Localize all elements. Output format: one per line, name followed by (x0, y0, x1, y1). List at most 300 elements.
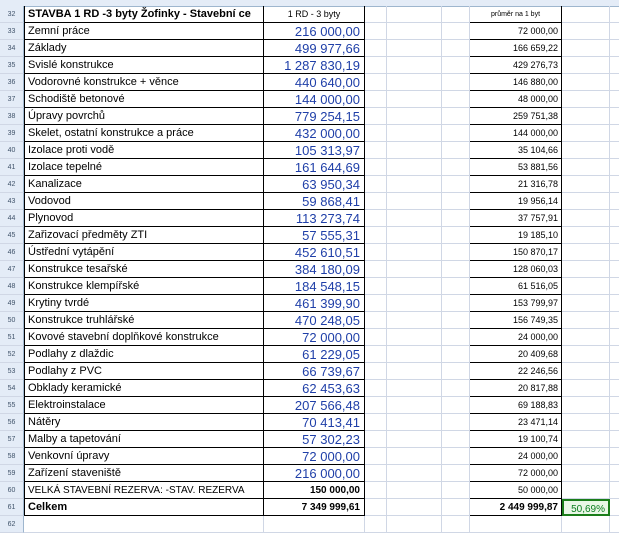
item-name[interactable]: Skelet, ostatní konstrukce a práce (24, 125, 264, 142)
table-row[interactable] (0, 295, 619, 312)
empty-cell[interactable] (24, 516, 264, 533)
item-value[interactable]: 461 399,90 (264, 295, 365, 312)
empty-cell[interactable] (562, 23, 610, 40)
table-row[interactable] (0, 40, 619, 57)
empty-cell[interactable] (442, 57, 470, 74)
table-row[interactable] (0, 142, 619, 159)
table-row[interactable] (0, 414, 619, 431)
empty-cell[interactable] (610, 516, 619, 533)
table-row[interactable] (0, 210, 619, 227)
empty-cell[interactable] (610, 414, 619, 431)
row-number[interactable]: 39 (0, 125, 24, 142)
item-name[interactable]: Elektroinstalace (24, 397, 264, 414)
column-f-header[interactable]: průměr na 1 byt (470, 6, 562, 23)
row-number[interactable]: 47 (0, 261, 24, 278)
empty-cell[interactable] (442, 125, 470, 142)
empty-cell[interactable] (387, 516, 442, 533)
item-name[interactable]: Plynovod (24, 210, 264, 227)
item-name[interactable]: Podlahy z PVC (24, 363, 264, 380)
row-number[interactable]: 53 (0, 363, 24, 380)
column-b-header[interactable]: 1 RD - 3 byty (264, 6, 365, 23)
empty-cell[interactable] (387, 125, 442, 142)
empty-cell[interactable] (442, 329, 470, 346)
empty-cell[interactable] (442, 516, 470, 533)
row-number[interactable]: 59 (0, 465, 24, 482)
header-row[interactable] (0, 6, 619, 23)
empty-cell[interactable] (387, 363, 442, 380)
row-number[interactable]: 52 (0, 346, 24, 363)
empty-cell[interactable] (562, 397, 610, 414)
empty-cell[interactable] (610, 125, 619, 142)
item-average[interactable]: 429 276,73 (470, 57, 562, 74)
item-average[interactable]: 22 246,56 (470, 363, 562, 380)
item-value[interactable]: 63 950,34 (264, 176, 365, 193)
row-number[interactable]: 36 (0, 74, 24, 91)
empty-cell[interactable] (442, 278, 470, 295)
item-value[interactable]: 66 739,67 (264, 363, 365, 380)
item-value[interactable]: 62 453,63 (264, 380, 365, 397)
empty-cell[interactable] (387, 329, 442, 346)
row-number[interactable]: 44 (0, 210, 24, 227)
item-value[interactable]: 57 555,31 (264, 227, 365, 244)
table-row[interactable] (0, 74, 619, 91)
empty-cell[interactable] (365, 465, 387, 482)
empty-cell[interactable] (442, 465, 470, 482)
row-number[interactable]: 57 (0, 431, 24, 448)
item-average[interactable]: 24 000,00 (470, 448, 562, 465)
table-row[interactable] (0, 108, 619, 125)
empty-cell[interactable] (387, 499, 442, 516)
empty-cell[interactable] (442, 397, 470, 414)
empty-cell[interactable] (442, 6, 470, 23)
empty-cell[interactable] (442, 176, 470, 193)
empty-cell[interactable] (562, 210, 610, 227)
item-average[interactable]: 69 188,83 (470, 397, 562, 414)
empty-row[interactable] (0, 516, 619, 533)
item-name[interactable]: Nátěry (24, 414, 264, 431)
table-row[interactable] (0, 125, 619, 142)
empty-cell[interactable] (387, 176, 442, 193)
item-name[interactable]: Izolace tepelné (24, 159, 264, 176)
empty-cell[interactable] (442, 244, 470, 261)
row-number[interactable]: 51 (0, 329, 24, 346)
item-average[interactable]: 19 956,14 (470, 193, 562, 210)
item-value[interactable]: 61 229,05 (264, 346, 365, 363)
item-value[interactable]: 161 644,69 (264, 159, 365, 176)
empty-cell[interactable] (562, 6, 610, 23)
empty-cell[interactable] (610, 210, 619, 227)
empty-cell[interactable] (442, 295, 470, 312)
item-value[interactable]: 150 000,00 (264, 482, 365, 499)
empty-cell[interactable] (387, 227, 442, 244)
empty-cell[interactable] (365, 74, 387, 91)
item-value[interactable]: 59 868,41 (264, 193, 365, 210)
item-value[interactable]: 432 000,00 (264, 125, 365, 142)
empty-cell[interactable] (365, 516, 387, 533)
row-number[interactable]: 54 (0, 380, 24, 397)
empty-cell[interactable] (365, 210, 387, 227)
table-row[interactable] (0, 244, 619, 261)
item-average[interactable]: 156 749,35 (470, 312, 562, 329)
empty-cell[interactable] (442, 499, 470, 516)
empty-cell[interactable] (442, 227, 470, 244)
empty-cell[interactable] (610, 159, 619, 176)
row-number[interactable]: 38 (0, 108, 24, 125)
empty-cell[interactable] (442, 74, 470, 91)
empty-cell[interactable] (442, 40, 470, 57)
item-name[interactable]: Vodorovné konstrukce + věnce (24, 74, 264, 91)
empty-cell[interactable] (442, 346, 470, 363)
table-row[interactable] (0, 397, 619, 414)
empty-cell[interactable] (365, 363, 387, 380)
item-value[interactable]: 113 273,74 (264, 210, 365, 227)
table-row[interactable] (0, 23, 619, 40)
empty-cell[interactable] (610, 465, 619, 482)
row-number[interactable]: 45 (0, 227, 24, 244)
item-average[interactable]: 128 060,03 (470, 261, 562, 278)
empty-cell[interactable] (562, 465, 610, 482)
empty-cell[interactable] (610, 482, 619, 499)
item-name[interactable]: Konstrukce truhlářské (24, 312, 264, 329)
item-name[interactable]: Ústřední vytápění (24, 244, 264, 261)
table-row[interactable] (0, 329, 619, 346)
empty-cell[interactable] (562, 125, 610, 142)
table-row[interactable] (0, 448, 619, 465)
empty-cell[interactable] (610, 346, 619, 363)
total-label[interactable]: Celkem (24, 499, 264, 516)
item-average[interactable]: 259 751,38 (470, 108, 562, 125)
empty-cell[interactable] (610, 380, 619, 397)
empty-cell[interactable] (562, 108, 610, 125)
empty-cell[interactable] (387, 295, 442, 312)
empty-cell[interactable] (562, 363, 610, 380)
empty-cell[interactable] (610, 6, 619, 23)
item-value[interactable]: 384 180,09 (264, 261, 365, 278)
empty-cell[interactable] (610, 431, 619, 448)
empty-cell[interactable] (562, 346, 610, 363)
item-value[interactable]: 470 248,05 (264, 312, 365, 329)
item-value[interactable]: 57 302,23 (264, 431, 365, 448)
item-average[interactable]: 19 100,74 (470, 431, 562, 448)
empty-cell[interactable] (365, 108, 387, 125)
empty-cell[interactable] (610, 176, 619, 193)
empty-cell[interactable] (562, 431, 610, 448)
item-average[interactable]: 166 659,22 (470, 40, 562, 57)
item-name[interactable]: Kovové stavební doplňkové konstrukce (24, 329, 264, 346)
empty-cell[interactable] (442, 261, 470, 278)
empty-cell[interactable] (442, 159, 470, 176)
empty-cell[interactable] (562, 295, 610, 312)
item-name[interactable]: Obklady keramické (24, 380, 264, 397)
item-name[interactable]: Základy (24, 40, 264, 57)
empty-cell[interactable] (365, 91, 387, 108)
row-number[interactable]: 32 (0, 6, 24, 23)
table-row[interactable] (0, 261, 619, 278)
empty-cell[interactable] (442, 108, 470, 125)
item-value[interactable]: 70 413,41 (264, 414, 365, 431)
row-number[interactable]: 33 (0, 23, 24, 40)
empty-cell[interactable] (562, 193, 610, 210)
item-average[interactable]: 144 000,00 (470, 125, 562, 142)
empty-cell[interactable] (562, 261, 610, 278)
item-value[interactable]: 72 000,00 (264, 448, 365, 465)
table-row[interactable] (0, 431, 619, 448)
item-name[interactable]: Zařízení staveniště (24, 465, 264, 482)
empty-cell[interactable] (610, 499, 619, 516)
reserve-row[interactable] (0, 482, 619, 499)
row-number[interactable]: 49 (0, 295, 24, 312)
item-average[interactable]: 19 185,10 (470, 227, 562, 244)
empty-cell[interactable] (365, 312, 387, 329)
total-percentage[interactable]: 50,69% (562, 499, 610, 516)
item-name[interactable]: Konstrukce tesařské (24, 261, 264, 278)
item-name[interactable]: Kanalizace (24, 176, 264, 193)
empty-cell[interactable] (562, 74, 610, 91)
row-number[interactable]: 60 (0, 482, 24, 499)
empty-cell[interactable] (470, 516, 562, 533)
row-number[interactable]: 35 (0, 57, 24, 74)
item-name[interactable]: Krytiny tvrdé (24, 295, 264, 312)
empty-cell[interactable] (365, 142, 387, 159)
empty-cell[interactable] (365, 176, 387, 193)
empty-cell[interactable] (442, 448, 470, 465)
item-value[interactable]: 1 287 830,19 (264, 57, 365, 74)
empty-cell[interactable] (387, 380, 442, 397)
empty-cell[interactable] (562, 142, 610, 159)
empty-cell[interactable] (365, 6, 387, 23)
table-row[interactable] (0, 176, 619, 193)
empty-cell[interactable] (387, 278, 442, 295)
empty-cell[interactable] (387, 142, 442, 159)
empty-cell[interactable] (387, 210, 442, 227)
empty-cell[interactable] (365, 57, 387, 74)
item-value[interactable]: 216 000,00 (264, 465, 365, 482)
row-number[interactable]: 61 (0, 499, 24, 516)
empty-cell[interactable] (387, 414, 442, 431)
empty-cell[interactable] (610, 448, 619, 465)
row-number[interactable]: 58 (0, 448, 24, 465)
table-row[interactable] (0, 91, 619, 108)
empty-cell[interactable] (365, 159, 387, 176)
item-value[interactable]: 452 610,51 (264, 244, 365, 261)
table-row[interactable] (0, 193, 619, 210)
empty-cell[interactable] (387, 448, 442, 465)
empty-cell[interactable] (387, 74, 442, 91)
empty-cell[interactable] (365, 227, 387, 244)
row-number[interactable]: 46 (0, 244, 24, 261)
empty-cell[interactable] (365, 125, 387, 142)
row-number[interactable]: 37 (0, 91, 24, 108)
empty-cell[interactable] (387, 244, 442, 261)
empty-cell[interactable] (442, 23, 470, 40)
empty-cell[interactable] (610, 397, 619, 414)
item-name[interactable]: Malby a tapetování (24, 431, 264, 448)
empty-cell[interactable] (365, 329, 387, 346)
empty-cell[interactable] (264, 516, 365, 533)
empty-cell[interactable] (562, 244, 610, 261)
empty-cell[interactable] (442, 380, 470, 397)
empty-cell[interactable] (562, 329, 610, 346)
item-average[interactable]: 150 870,17 (470, 244, 562, 261)
empty-cell[interactable] (365, 278, 387, 295)
empty-cell[interactable] (365, 380, 387, 397)
empty-cell[interactable] (387, 465, 442, 482)
empty-cell[interactable] (610, 193, 619, 210)
empty-cell[interactable] (365, 499, 387, 516)
item-average[interactable]: 21 316,78 (470, 176, 562, 193)
table-row[interactable] (0, 465, 619, 482)
empty-cell[interactable] (387, 40, 442, 57)
table-row[interactable] (0, 346, 619, 363)
empty-cell[interactable] (387, 397, 442, 414)
empty-cell[interactable] (442, 414, 470, 431)
item-name[interactable]: Svislé konstrukce (24, 57, 264, 74)
empty-cell[interactable] (562, 159, 610, 176)
item-value[interactable]: 499 977,66 (264, 40, 365, 57)
item-name[interactable]: Venkovní úpravy (24, 448, 264, 465)
item-average[interactable]: 20 409,68 (470, 346, 562, 363)
empty-cell[interactable] (365, 295, 387, 312)
empty-cell[interactable] (610, 329, 619, 346)
empty-cell[interactable] (365, 414, 387, 431)
empty-cell[interactable] (442, 91, 470, 108)
empty-cell[interactable] (442, 482, 470, 499)
empty-cell[interactable] (442, 363, 470, 380)
empty-cell[interactable] (610, 312, 619, 329)
empty-cell[interactable] (610, 23, 619, 40)
row-number[interactable]: 43 (0, 193, 24, 210)
item-average[interactable]: 72 000,00 (470, 23, 562, 40)
empty-cell[interactable] (387, 431, 442, 448)
empty-cell[interactable] (387, 261, 442, 278)
total-value[interactable]: 7 349 999,61 (264, 499, 365, 516)
item-value[interactable]: 105 313,97 (264, 142, 365, 159)
empty-cell[interactable] (610, 142, 619, 159)
table-row[interactable] (0, 380, 619, 397)
sheet-title-cell[interactable]: STAVBA 1 RD -3 byty Žofinky - Stavební ce (24, 6, 264, 23)
empty-cell[interactable] (562, 227, 610, 244)
empty-cell[interactable] (562, 414, 610, 431)
empty-cell[interactable] (387, 346, 442, 363)
empty-cell[interactable] (562, 278, 610, 295)
empty-cell[interactable] (610, 363, 619, 380)
empty-cell[interactable] (610, 40, 619, 57)
item-average[interactable]: 72 000,00 (470, 465, 562, 482)
item-average[interactable]: 53 881,56 (470, 159, 562, 176)
row-number[interactable]: 48 (0, 278, 24, 295)
item-name[interactable]: Zařizovací předměty ZTI (24, 227, 264, 244)
item-average[interactable]: 35 104,66 (470, 142, 562, 159)
empty-cell[interactable] (387, 57, 442, 74)
empty-cell[interactable] (442, 431, 470, 448)
item-name[interactable]: Schodiště betonové (24, 91, 264, 108)
row-number[interactable]: 50 (0, 312, 24, 329)
row-number[interactable]: 55 (0, 397, 24, 414)
row-number[interactable]: 56 (0, 414, 24, 431)
item-average[interactable]: 20 817,88 (470, 380, 562, 397)
item-value[interactable]: 72 000,00 (264, 329, 365, 346)
empty-cell[interactable] (610, 74, 619, 91)
table-row[interactable] (0, 57, 619, 74)
item-name[interactable]: Zemní práce (24, 23, 264, 40)
empty-cell[interactable] (562, 380, 610, 397)
empty-cell[interactable] (442, 193, 470, 210)
empty-cell[interactable] (387, 482, 442, 499)
item-average[interactable]: 61 516,05 (470, 278, 562, 295)
empty-cell[interactable] (610, 261, 619, 278)
table-row[interactable] (0, 363, 619, 380)
item-value[interactable]: 144 000,00 (264, 91, 365, 108)
table-row[interactable] (0, 159, 619, 176)
empty-cell[interactable] (387, 23, 442, 40)
item-value[interactable]: 184 548,15 (264, 278, 365, 295)
empty-cell[interactable] (365, 431, 387, 448)
empty-cell[interactable] (562, 57, 610, 74)
empty-cell[interactable] (387, 193, 442, 210)
item-average[interactable]: 153 799,97 (470, 295, 562, 312)
item-average[interactable]: 23 471,14 (470, 414, 562, 431)
item-name[interactable]: Úpravy povrchů (24, 108, 264, 125)
empty-cell[interactable] (387, 312, 442, 329)
empty-cell[interactable] (387, 159, 442, 176)
item-value[interactable]: 207 566,48 (264, 397, 365, 414)
empty-cell[interactable] (610, 278, 619, 295)
empty-cell[interactable] (610, 227, 619, 244)
row-number[interactable]: 40 (0, 142, 24, 159)
empty-cell[interactable] (610, 295, 619, 312)
empty-cell[interactable] (365, 448, 387, 465)
item-name[interactable]: Konstrukce klempířské (24, 278, 264, 295)
empty-cell[interactable] (365, 193, 387, 210)
empty-cell[interactable] (562, 448, 610, 465)
item-value[interactable]: 216 000,00 (264, 23, 365, 40)
empty-cell[interactable] (562, 312, 610, 329)
empty-cell[interactable] (610, 57, 619, 74)
item-average[interactable]: 37 757,91 (470, 210, 562, 227)
item-value[interactable]: 779 254,15 (264, 108, 365, 125)
empty-cell[interactable] (365, 244, 387, 261)
row-number[interactable]: 62 (0, 516, 24, 533)
item-average[interactable]: 146 880,00 (470, 74, 562, 91)
empty-cell[interactable] (365, 346, 387, 363)
total-row[interactable] (0, 499, 619, 516)
empty-cell[interactable] (562, 482, 610, 499)
empty-cell[interactable] (562, 40, 610, 57)
item-average[interactable]: 50 000,00 (470, 482, 562, 499)
empty-cell[interactable] (610, 91, 619, 108)
item-average[interactable]: 48 000,00 (470, 91, 562, 108)
empty-cell[interactable] (442, 142, 470, 159)
empty-cell[interactable] (562, 516, 610, 533)
empty-cell[interactable] (365, 482, 387, 499)
empty-cell[interactable] (365, 23, 387, 40)
row-number[interactable]: 41 (0, 159, 24, 176)
table-row[interactable] (0, 278, 619, 295)
row-number[interactable]: 42 (0, 176, 24, 193)
table-row[interactable] (0, 312, 619, 329)
empty-cell[interactable] (562, 176, 610, 193)
item-value[interactable]: 440 640,00 (264, 74, 365, 91)
empty-cell[interactable] (387, 108, 442, 125)
item-average[interactable]: 24 000,00 (470, 329, 562, 346)
row-number[interactable]: 34 (0, 40, 24, 57)
item-name[interactable]: Vodovod (24, 193, 264, 210)
empty-cell[interactable] (610, 244, 619, 261)
empty-cell[interactable] (387, 6, 442, 23)
table-row[interactable] (0, 227, 619, 244)
item-name[interactable]: Podlahy z dlaždic (24, 346, 264, 363)
empty-cell[interactable] (387, 91, 442, 108)
